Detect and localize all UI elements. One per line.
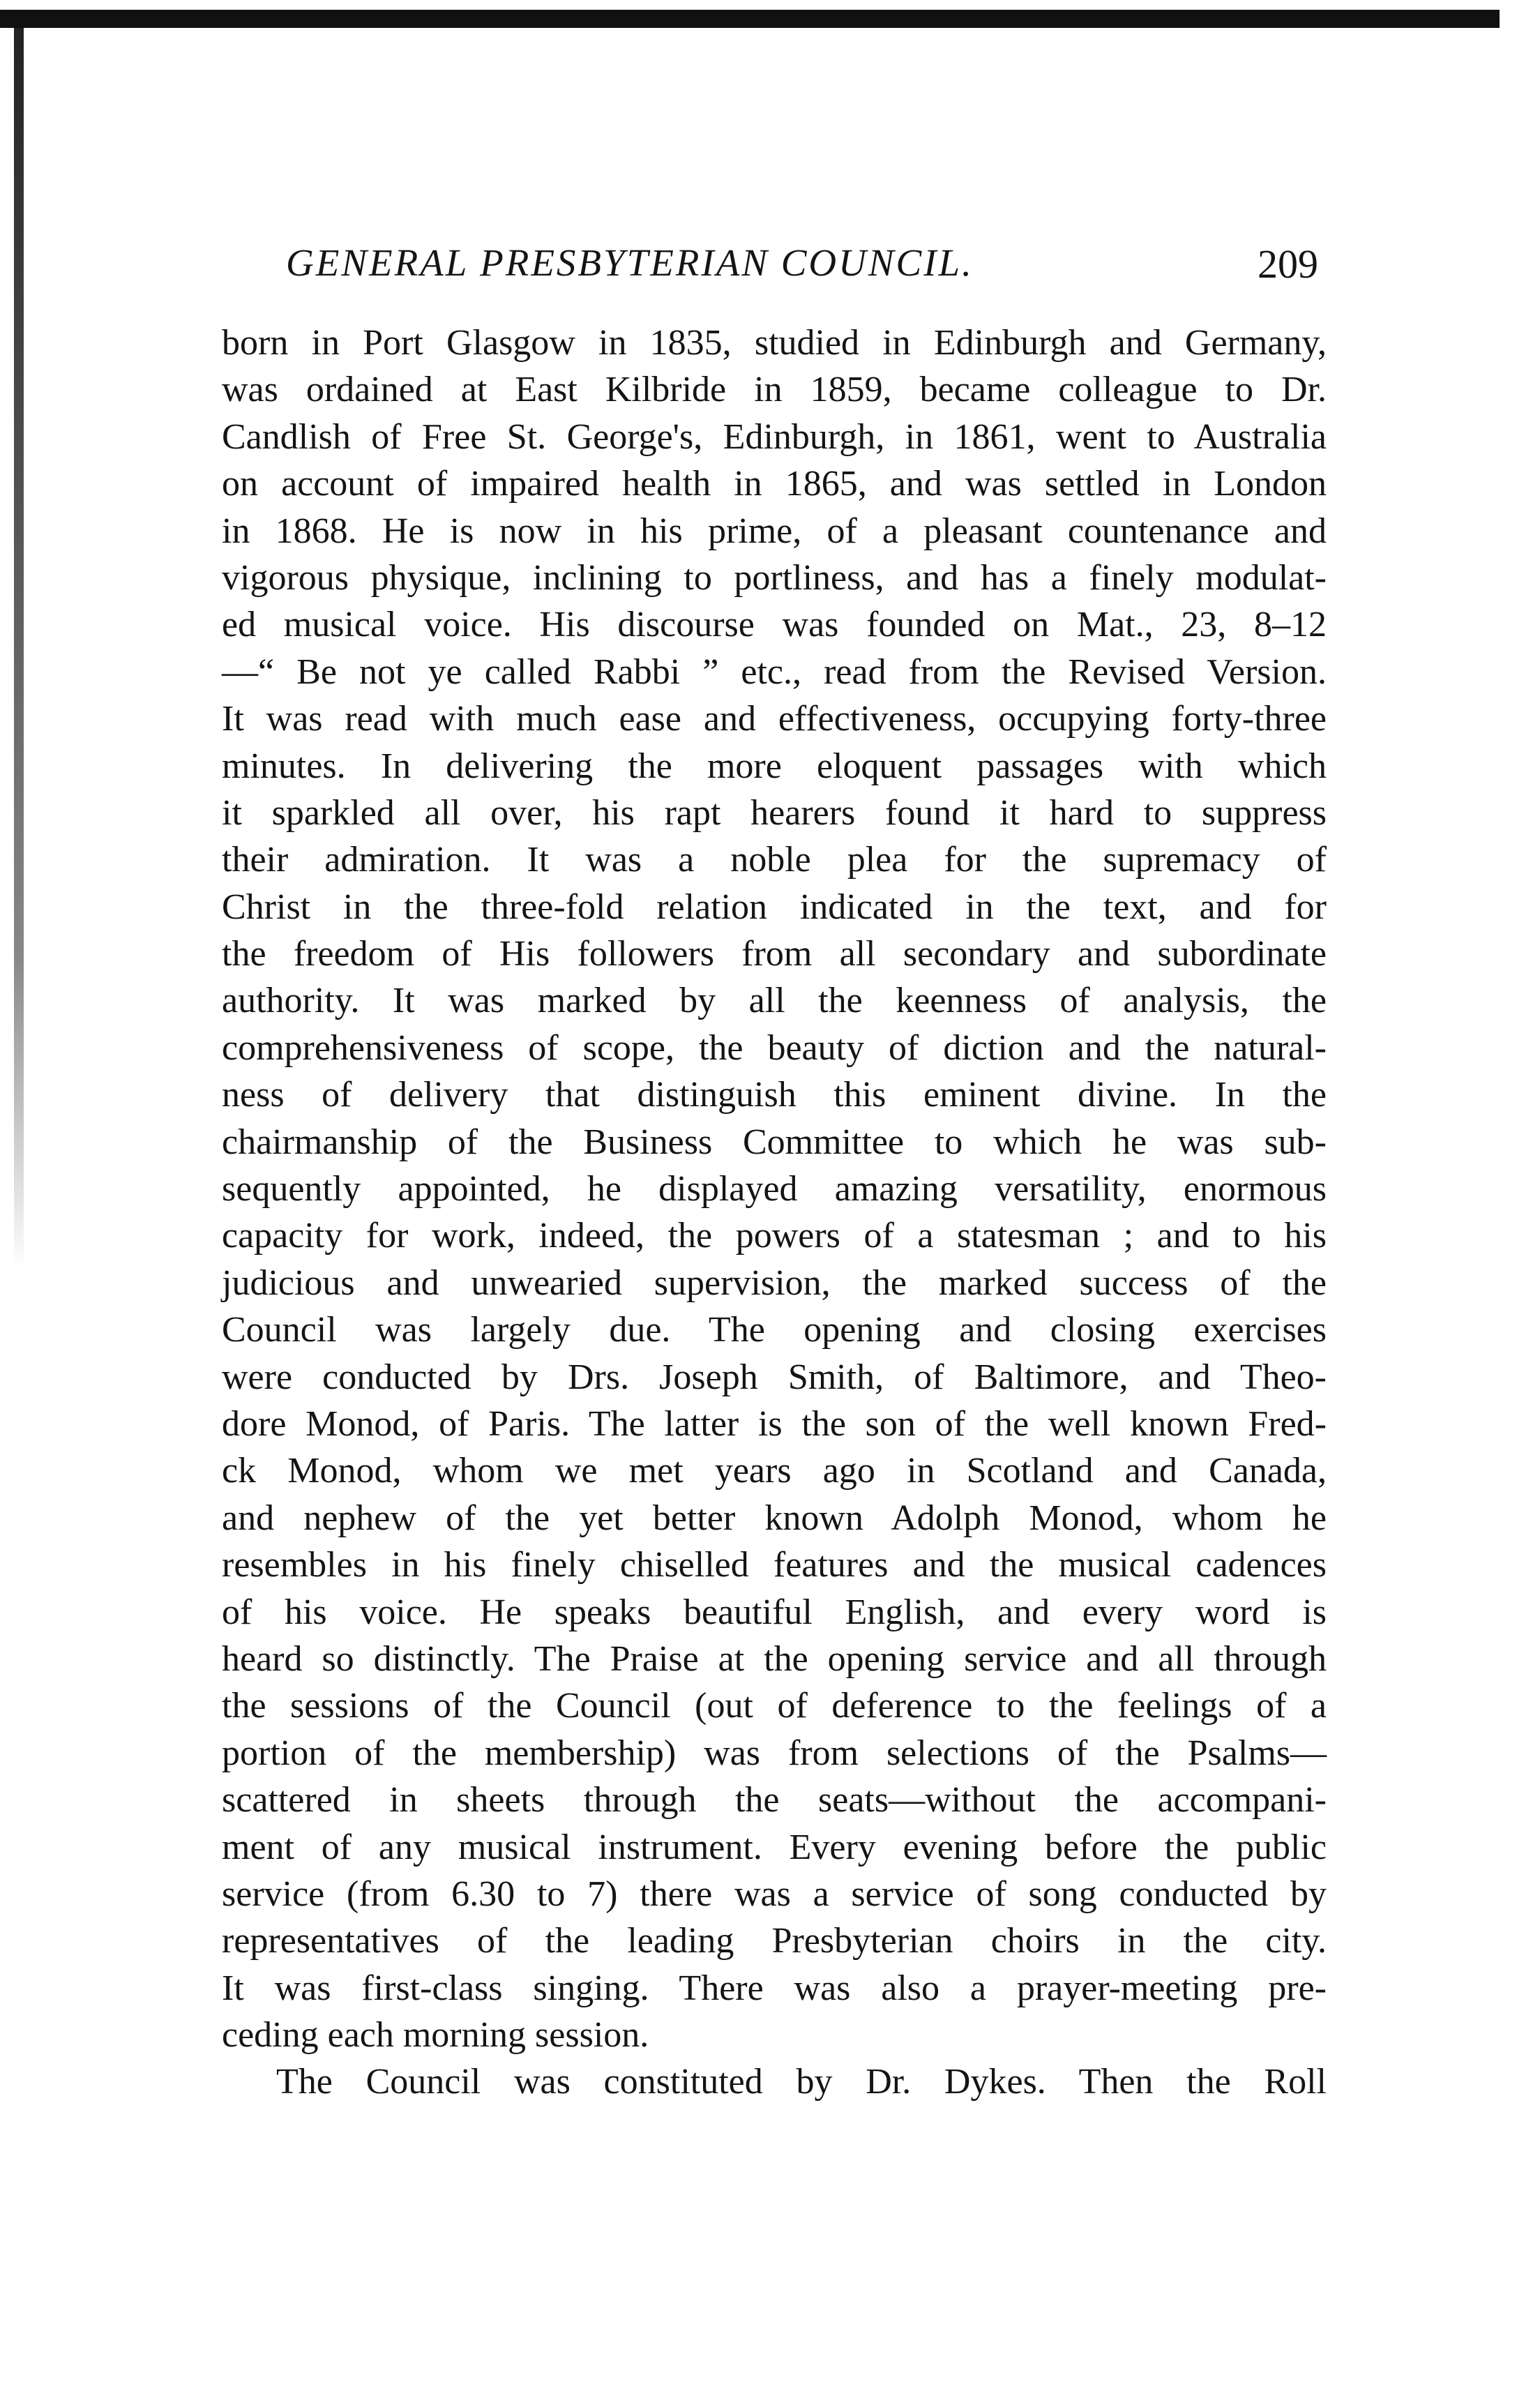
text-line: the freedom of His followers from all secondary and subordinate (222, 934, 1327, 974)
text-line: judicious and unwearied supervision, the marked success of the (222, 1262, 1327, 1303)
text-line: ment of any musical instrument. Every evening before the public (222, 1827, 1327, 1867)
page-edge-shadow (14, 28, 24, 1269)
paragraph-end-line: ceding each morning session. (222, 2015, 649, 2056)
text-line: it sparkled all over, his rapt hearers found it hard to suppress (222, 792, 1327, 833)
body-text (222, 319, 1327, 2106)
text-line: Council was largely due. The opening and closing exercises (222, 1310, 1327, 1350)
text-line: vigorous physique, inclining to portliness, and has a finely modulat- (222, 557, 1327, 598)
text-line: service (from 6.30 to 7) there was a service of song conducted by (222, 1874, 1327, 1914)
text-line: comprehensiveness of scope, the beauty of diction and the natural- (222, 1027, 1327, 1068)
text-line: sequently appointed, he displayed amazing versatility, enormous (222, 1169, 1327, 1209)
text-line: chairmanship of the Business Committee to which he was sub- (222, 1122, 1327, 1162)
text-line: ed musical voice. His discourse was founded on Mat., 23, 8–12 (222, 605, 1327, 645)
page-header (286, 241, 1318, 296)
text-line: representatives of the leading Presbyterian choirs in the city. (222, 1921, 1327, 1961)
text-line: ness of delivery that distinguish this eminent divine. In the (222, 1075, 1327, 1115)
text-line: and nephew of the yet better known Adolph Monod, whom he (222, 1498, 1327, 1538)
text-line: dore Monod, of Paris. The latter is the son of the well known Fred- (222, 1403, 1327, 1444)
text-line: their admiration. It was a noble plea for the supremacy of (222, 840, 1327, 880)
text-line: minutes. In delivering the more eloquent passages with which (222, 746, 1327, 786)
text-line: the sessions of the Council (out of deference to the feelings of a (222, 1686, 1327, 1726)
text-line: were conducted by Drs. Joseph Smith, of Baltimore, and Theo- (222, 1357, 1327, 1397)
text-line: portion of the membership) was from selections of the Psalms— (222, 1733, 1327, 1773)
text-line: heard so distinctly. The Praise at the opening service and all through (222, 1638, 1327, 1679)
page-number: 209 (1258, 241, 1318, 287)
text-line: authority. It was marked by all the keenness of analysis, the (222, 981, 1327, 1021)
text-line: was ordained at East Kilbride in 1859, became colleague to Dr. (222, 370, 1327, 410)
text-line: It was read with much ease and effectiveness, occupying forty-three (222, 699, 1327, 739)
top-rule (0, 10, 1500, 28)
text-line: Christ in the three-fold relation indicated in the text, and for (222, 887, 1327, 927)
text-line: scattered in sheets through the seats—without the accompani- (222, 1780, 1327, 1821)
text-line: born in Port Glasgow in 1835, studied in Edinburgh and Germany, (222, 323, 1327, 363)
text-line: on account of impaired health in 1865, and was settled in London (222, 464, 1327, 504)
paragraph-first-line: The Council was constituted by Dr. Dykes. Then the Roll (276, 2062, 1327, 2102)
text-line: It was first-class singing. There was also a prayer-meeting pre- (222, 1968, 1327, 2008)
text-line: —“ Be not ye called Rabbi ” etc., read from the Revised Version. (222, 651, 1327, 692)
running-head: GENERAL PRESBYTERIAN COUNCIL. (286, 241, 974, 284)
text-line: Candlish of Free St. George's, Edinburgh, in 1861, went to Australia (222, 416, 1327, 457)
text-line: resembles in his finely chiselled features and the musical cadences (222, 1545, 1327, 1585)
text-line: of his voice. He speaks beautiful English, and every word is (222, 1592, 1327, 1632)
text-line: ck Monod, whom we met years ago in Scotland and Canada, (222, 1451, 1327, 1491)
text-line: capacity for work, indeed, the powers of a statesman ; and to his (222, 1216, 1327, 1256)
text-line: in 1868. He is now in his prime, of a pleasant countenance and (222, 511, 1327, 551)
